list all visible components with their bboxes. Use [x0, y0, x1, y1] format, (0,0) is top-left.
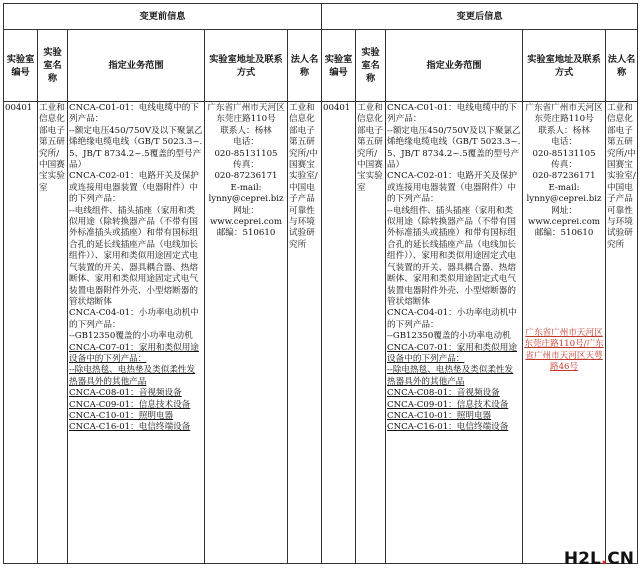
- after-header: 变更后信息: [322, 4, 638, 30]
- before-address: [205, 102, 288, 564]
- address-line: 广东省广州市天河区东莞庄路110号: [207, 103, 285, 125]
- scope-line: --电线组件、插头插座（家用和类似用途（除转换器产品（不带有国外标准插头或插座）和带有国标组合孔的延长线插座产品（电线加长组件））、家用和类似用途固定式电气装置的开关、器具耦合器、热熔断体、家用和类似用途固定式电气装置电器附件外壳、小型熔断器的管状熔断体: [69, 205, 198, 307]
- scope-line: CNCA-C10-01：照明电器: [69, 410, 174, 421]
- col-address: 实验室地址及联系方式: [205, 30, 288, 102]
- before-lab-no: 00401: [4, 102, 38, 564]
- address-line: 联系人：杨林: [538, 125, 590, 136]
- scope-line: --除电热毯、电热垫及类似柔性发热器具外的其他产品: [387, 365, 514, 387]
- col-lab-no-after: 实验室编号: [322, 30, 356, 102]
- address-line: 广东省广州市天河区东莞庄路110号: [525, 103, 603, 125]
- address-line: 电话：: [233, 137, 259, 148]
- scope-line: CNCA-C04-01：小功率电动机中的下列产品：: [69, 308, 199, 330]
- col-lab-name-after: 实验室名称: [356, 30, 386, 102]
- address-line: 联系人：杨林: [220, 125, 272, 136]
- col-legal: 法人名称: [288, 30, 322, 102]
- col-scope-after: 指定业务范围: [386, 30, 523, 102]
- col-legal-after: 法人名称: [606, 30, 638, 102]
- scope-line: CNCA-C09-01：信息技术设备: [387, 399, 509, 410]
- after-legal: 工业和信息化部电子第五研究所/中国赛宝实验室/中国电子产品可靠性与环境试验研究所: [606, 102, 638, 564]
- address-added: 广东省广州市天河区东莞庄路110号/广东省广州市天河区天萼路46号: [524, 327, 604, 373]
- scope-line: CNCA-C08-01：音视频设备: [387, 388, 500, 399]
- site-watermark: [564, 549, 634, 569]
- scope-line: CNCA-C10-01：照明电器: [387, 410, 492, 421]
- scope-line: CNCA-C16-01：电信终端设备: [69, 422, 191, 433]
- scope-line: CNCA-C09-01：信息技术设备: [69, 399, 191, 410]
- scope-line: CNCA-C02-01：电路开关及保护或连接用电器装置（电器附件）中的下列产品：: [387, 171, 517, 205]
- address-line: 电话：: [551, 137, 577, 148]
- scope-line: --额定电压450/750V及以下聚氯乙烯绝缘电缆电线（GB/T 5023.3~.5、JB/T 8734.2~.5覆盖的型号产品）: [387, 125, 521, 171]
- address-line: E-mail:: [548, 182, 580, 193]
- watermark-left: H2L: [563, 549, 601, 569]
- address-line: 020-85131105: [532, 148, 596, 159]
- scope-line: CNCA-C01-01：电线电缆中的下列产品：: [69, 103, 199, 125]
- address-line: 邮编：510610: [216, 228, 276, 239]
- address-line: lynny@ceprei.biz: [526, 194, 602, 205]
- scope-line: --额定电压450/750V及以下聚氯乙烯绝缘电缆电线（GB/T 5023.3~.5、JB/T 8734.2~.5覆盖的型号产品）: [69, 125, 203, 171]
- scope-line: CNCA-C08-01：音视频设备: [69, 388, 182, 399]
- scope-line: --GB12350覆盖的小功率电动机: [69, 331, 193, 342]
- col-scope: 指定业务范围: [68, 30, 205, 102]
- scope-line: --电线组件、插头插座（家用和类似用途（除转换器产品（不带有国外标准插头或插座）和带有国标组合孔的延长线插座产品（电线加长组件））、家用和类似用途固定式电气装置的开关、器具耦合器、热熔断体、家用和类似用途固定式电气装置电器附件外壳、小型熔断器的管状熔断体: [387, 205, 516, 307]
- scope-line: CNCA-C04-01：小功率电动机中的下列产品：: [387, 308, 517, 330]
- address-line: 020-85131105: [214, 148, 278, 159]
- address-line: 邮编：510610: [534, 228, 594, 239]
- address-line: 网址：: [233, 205, 259, 216]
- col-address-after: 实验室地址及联系方式: [523, 30, 606, 102]
- before-header: 变更前信息: [4, 4, 322, 30]
- watermark-right: CN: [607, 549, 634, 569]
- before-lab-name: 工业和信息化部电子第五研究所/中国赛宝实验室: [38, 102, 68, 564]
- watermark-dot: .: [600, 549, 608, 569]
- col-lab-name: 实验室名称: [38, 30, 68, 102]
- address-line: E-mail:: [230, 182, 262, 193]
- address-line: 传真：: [233, 160, 259, 171]
- lab-change-table: [3, 3, 638, 564]
- after-lab-no: 00401: [322, 102, 356, 564]
- address-line: 020-87236171: [532, 171, 596, 182]
- address-line: www.ceprei.com: [528, 217, 601, 228]
- scope-line: --GB12350覆盖的小功率电动机: [387, 331, 511, 342]
- after-address: [523, 102, 606, 564]
- scope-line: CNCA-C16-01：电信终端设备: [387, 422, 509, 433]
- address-line: lynny@ceprei.biz: [208, 194, 284, 205]
- col-lab-no: 实验室编号: [4, 30, 38, 102]
- after-lab-name: 工业和信息化部电子第五研究所/中国赛宝实验室: [356, 102, 386, 564]
- scope-line: CNCA-C01-01：电线电缆中的下列产品：: [387, 103, 517, 125]
- after-scope: [386, 102, 523, 564]
- address-line: 传真：: [551, 160, 577, 171]
- scope-line: CNCA-C07-01：家用和类似用途设备中的下列产品：: [387, 342, 517, 364]
- address-line: 020-87236171: [214, 171, 278, 182]
- address-line: www.ceprei.com: [210, 217, 282, 228]
- scope-line: CNCA-C07-01：家用和类似用途设备中的下列产品：: [69, 342, 199, 364]
- scope-line: --除电热毯、电热垫及类似柔性发热器具外的其他产品: [69, 365, 196, 387]
- address-line: 网址：: [551, 205, 577, 216]
- scope-line: CNCA-C02-01：电路开关及保护或连接用电器装置（电器附件）中的下列产品：: [69, 171, 199, 205]
- before-scope: [68, 102, 205, 564]
- before-legal: 工业和信息化部电子第五研究所/中国赛宝实验室/中国电子产品可靠性与环境试验研究所: [288, 102, 322, 564]
